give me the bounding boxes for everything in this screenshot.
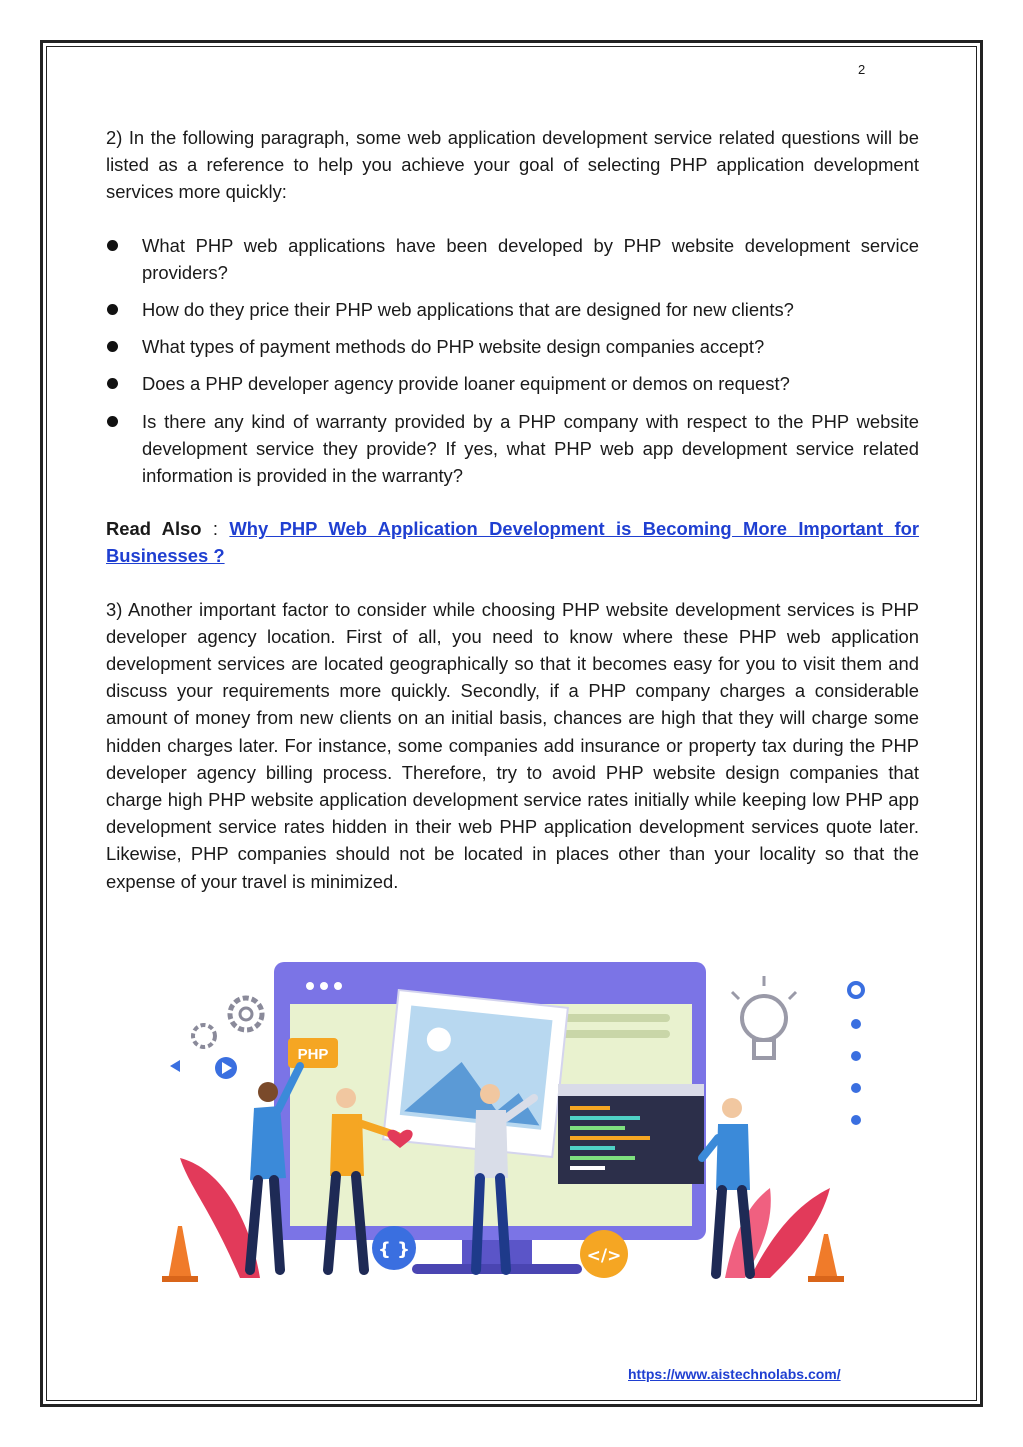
web-development-illustration xyxy=(150,958,870,1288)
svg-text:</>: </> xyxy=(586,1246,622,1266)
light-bulb-icon xyxy=(742,996,786,1040)
gear-icon xyxy=(230,998,262,1030)
gear-icon xyxy=(193,1025,215,1047)
list-item: Does a PHP developer agency provide loaner equipment or demos on request? xyxy=(106,370,919,397)
person-man-icon xyxy=(702,1098,750,1274)
bullet-icon xyxy=(107,416,118,427)
list-item: Is there any kind of warranty provided by a PHP company with respect to the PHP website development service they provide? If yes, what PHP web app development service related information is provided in the warranty? xyxy=(106,408,919,490)
read-also-link[interactable]: Why PHP Web Application Development is Becoming More Important for Businesses ? xyxy=(106,518,920,567)
list-item: How do they price their PHP web applications that are designed for new clients? xyxy=(106,296,919,323)
read-also-separator: : xyxy=(201,518,230,540)
traffic-cone-icon xyxy=(814,1234,838,1280)
footer-url-link[interactable]: https://www.aistechnolabs.com/ xyxy=(628,1366,841,1382)
bullet-icon xyxy=(107,341,118,352)
dot-icon xyxy=(851,1115,861,1125)
page-number: 2 xyxy=(858,62,866,77)
dot-icon xyxy=(851,1083,861,1093)
window-dot-icon xyxy=(320,982,328,990)
window-dot-icon xyxy=(334,982,342,990)
svg-text:{ }: { } xyxy=(378,1239,410,1260)
bullet-icon xyxy=(107,378,118,389)
paragraph-3: 3) Another important factor to consider while choosing PHP website development services is PHP developer agency location. First of all, you need to know where these PHP web application development services are located geographically so that it becomes easy for you to visit them and discuss your requirements more quickly. Secondly, if a PHP company charges a considerable amount of money from new clients on an initial basis, chances are high that they will charge some hidden charges later. For instance, some companies add insurance or property tax during the PHP developer agency billing process. Therefore, try to avoid PHP website design companies that charge high PHP website application development service rates initially while keeping low PHP app development service rates hidden in their web PHP application development services quote later. Likewise, PHP companies should not be located in places other than your locality so that the expense of your travel is minimized. xyxy=(106,598,919,892)
list-item: What types of payment methods do PHP website design companies accept? xyxy=(106,333,919,360)
question-list xyxy=(106,232,919,490)
back-arrow-icon xyxy=(170,1060,180,1072)
dot-icon xyxy=(851,1051,861,1061)
dot-icon xyxy=(849,983,863,997)
php-badge-text: PHP xyxy=(297,1046,329,1063)
read-also xyxy=(106,515,919,569)
document-body xyxy=(106,124,919,895)
bullet-icon xyxy=(107,240,118,251)
read-also-label: Read Also xyxy=(106,518,202,540)
traffic-cone-icon xyxy=(168,1226,192,1280)
list-item: What PHP web applications have been developed by PHP website development service providers? xyxy=(106,232,919,286)
intro-paragraph: 2) In the following paragraph, some web application development service related questions will be listed as a reference to help you achieve your goal of selecting PHP application development services more quickly: xyxy=(106,127,919,203)
dot-icon xyxy=(851,1019,861,1029)
bullet-icon xyxy=(107,304,118,315)
window-dot-icon xyxy=(306,982,314,990)
